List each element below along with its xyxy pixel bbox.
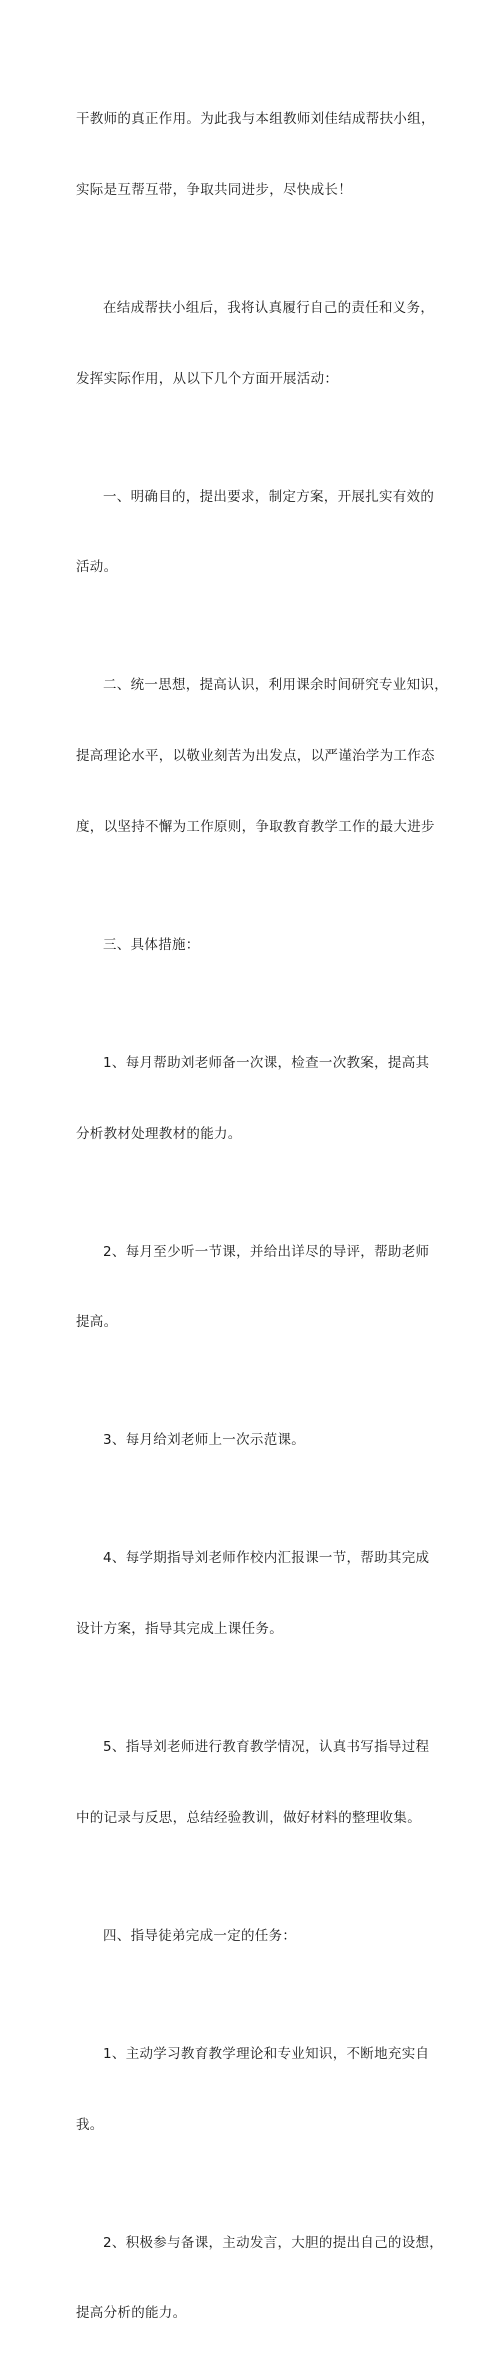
text-line: 2、积极参与备课，主动发言，大胆的提出自己的设想，: [103, 2234, 444, 2251]
paragraph: [76, 1382, 436, 1500]
paragraph: [76, 61, 436, 250]
paragraph: [76, 1500, 436, 1689]
text-line: 4、每学期指导刘老师作校内汇报课一节，帮助其完成: [103, 1550, 430, 1567]
paragraph: [76, 250, 436, 439]
text-line: 分析教材处理教材的能力。: [76, 1125, 242, 1142]
text-line: 提高理论水平，以敬业刻苦为出发点，以严谨治学为工作态: [76, 748, 435, 765]
text-line: 一、明确目的，提出要求，制定方案，开展扎实有效的: [103, 488, 435, 505]
paragraph: [76, 1689, 436, 1878]
text-line: 在结成帮扶小组后，我将认真履行自己的责任和义务，: [103, 299, 435, 316]
paragraph: [76, 887, 436, 1005]
text-line: 三、具体措施：: [103, 936, 200, 953]
text-line: 二、统一思想，提高认识，利用课余时间研究专业知识，: [103, 677, 448, 694]
text-line: 1、每月帮助刘老师备一次课，检查一次教案，提高其: [103, 1054, 430, 1071]
text-line: 1、主动学习教育教学理论和专业知识，不断地充实自: [103, 2045, 430, 2062]
text-line: 活动。: [76, 559, 118, 576]
paragraph: [76, 1194, 436, 1383]
text-line: 实际是互帮互带，争取共同进步，尽快成长！: [76, 181, 352, 198]
paragraph: [76, 2184, 444, 2373]
paragraph: [76, 1878, 436, 1996]
text-line: 我。: [76, 2116, 104, 2133]
text-line: 2、每月至少听一节课，并给出详尽的导评，帮助老师: [103, 1243, 430, 1260]
text-line: 5、指导刘老师进行教育教学情况，认真书写指导过程: [103, 1739, 430, 1756]
paragraph: [76, 627, 448, 887]
text-line: 中的记录与反思，总结经验教训，做好材料的整理收集。: [76, 1809, 421, 1826]
text-line: 干教师的真正作用。为此我与本组教师刘佳结成帮扶小组，: [76, 111, 435, 128]
document-body: [76, 61, 448, 2373]
paragraph: [76, 1005, 436, 1194]
paragraph: [76, 439, 436, 628]
text-line: 3、每月给刘老师上一次示范课。: [103, 1432, 306, 1449]
text-line: 设计方案，指导其完成上课任务。: [76, 1621, 283, 1638]
text-line: 度，以坚持不懈为工作原则，争取教育教学工作的最大进步: [76, 819, 435, 835]
text-line: 四、指导徒弟完成一定的任务：: [103, 1927, 297, 1944]
text-line: 提高。: [76, 1314, 118, 1331]
paragraph: [76, 1996, 436, 2185]
text-line: 发挥实际作用，从以下几个方面开展活动：: [76, 370, 339, 387]
text-line: 提高分析的能力。: [76, 2305, 187, 2322]
